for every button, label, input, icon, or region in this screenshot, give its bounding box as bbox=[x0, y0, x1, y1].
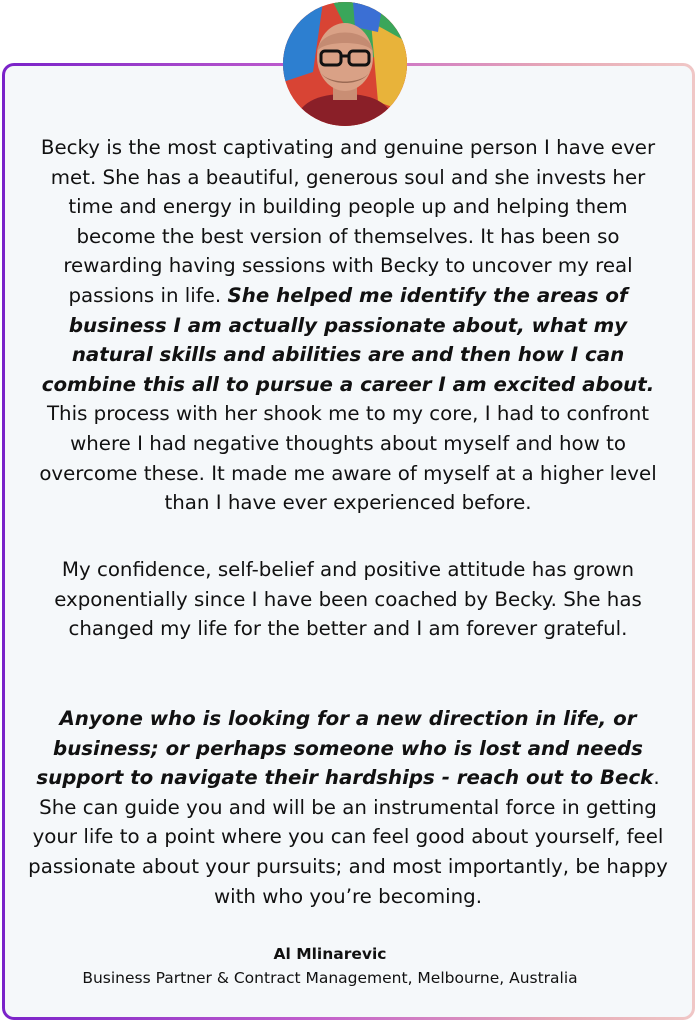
testimonial-text: Becky is the most captivating and genuine person I have ever met. She has a beautiful, generous soul and she invests her time and energy in building people up and helping them become the best version of themselves. It has been so rewarding having sessions with Becky to uncover my real passions in life. bbox=[40, 136, 656, 307]
testimonial-highlight: She helped me identify the areas of business I am actually passionate about, what my natural skills and abilities are and then how I can combine this all to pursue a career I am excited about. bbox=[41, 283, 655, 396]
author-title: Business Partner & Contract Management, Melbourne, Australia bbox=[82, 969, 578, 987]
testimonial-paragraph-1 bbox=[28, 133, 668, 518]
avatar bbox=[283, 2, 407, 126]
testimonial-text: . She can guide you and will be an instrumental force in getting your life to a point where you can feel good about yourself, feel passionate about your pursuits; and most importantly, be happy with who you’re becoming. bbox=[28, 766, 668, 908]
testimonial-text: My confidence, self-belief and positive attitude has grown exponentially since I have been coached by Becky. She has changed my life for the better and I am forever grateful. bbox=[54, 558, 642, 641]
testimonial-paragraph-2 bbox=[28, 555, 668, 644]
testimonial-text: This process with her shook me to my core, I had to confront where I had negative thoughts about myself and how to overcome these. It made me aware of myself at a higher level than I have ever experienced before. bbox=[39, 402, 657, 515]
testimonial-paragraph-3 bbox=[28, 704, 668, 911]
author-name: Al Mlinarevic bbox=[273, 945, 387, 963]
testimonial-highlight: Anyone who is looking for a new direction in life, or business; or perhaps someone who is lost and needs support to navigate their hardships - reach out to Beck bbox=[36, 707, 654, 790]
profile-photo-icon bbox=[283, 2, 407, 126]
